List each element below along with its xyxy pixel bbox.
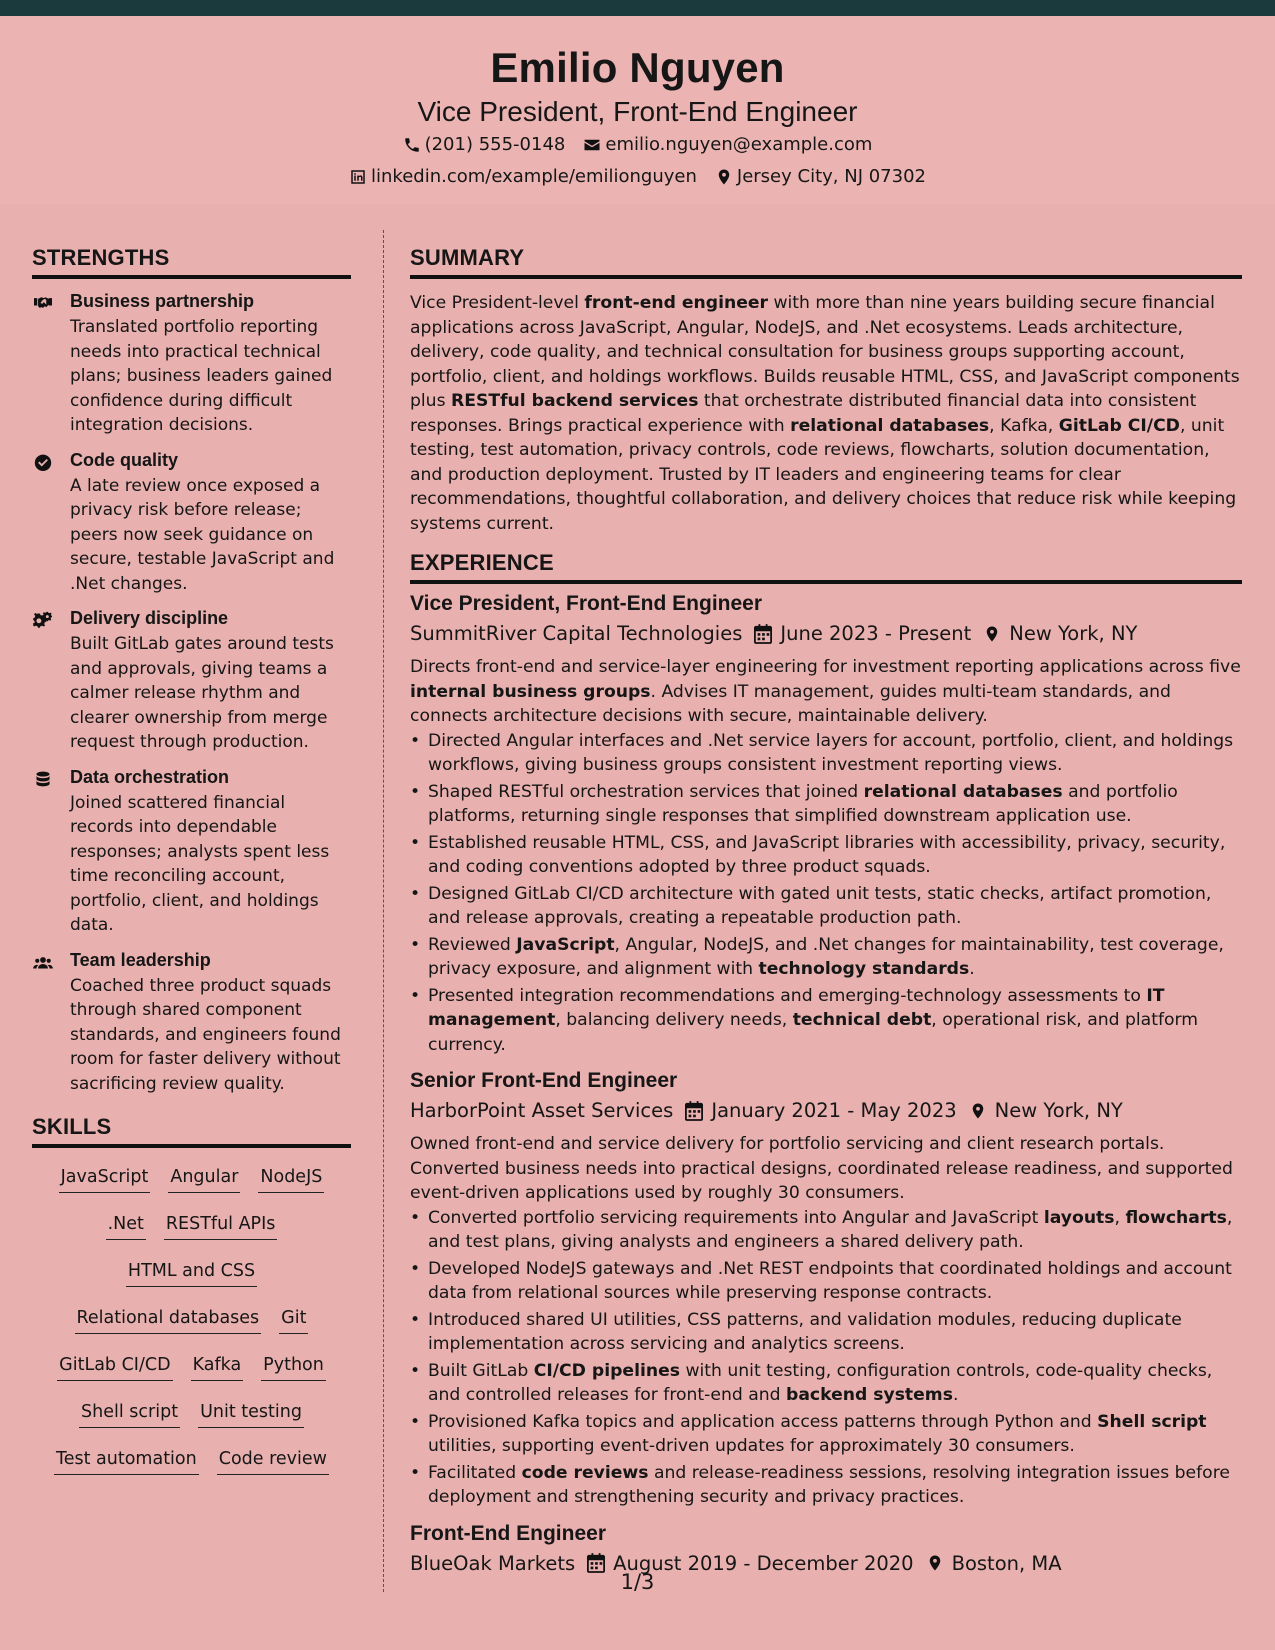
bold-text: relational databases bbox=[863, 781, 1063, 802]
job-dates bbox=[754, 622, 971, 645]
strength-title: Data orchestration bbox=[70, 766, 230, 787]
phone-contact bbox=[403, 134, 566, 155]
bullet-item bbox=[410, 1206, 1242, 1255]
skill-tag: Test automation bbox=[54, 1448, 199, 1475]
text-segment: Reviewed bbox=[428, 934, 517, 955]
strength-description: Built GitLab gates around tests and approvals, giving teams a calmer release rhythm and clearer ownership from merge request through production. bbox=[70, 634, 334, 752]
bullet-item bbox=[410, 882, 1242, 931]
bold-text: backend systems bbox=[786, 1385, 953, 1405]
handshake-icon bbox=[32, 291, 58, 438]
job-title: Senior Front-End Engineer bbox=[410, 1069, 678, 1092]
text-segment: , and test plans, giving analysts and engineers a shared delivery path. bbox=[428, 1207, 1233, 1252]
text-segment: Vice President-level bbox=[410, 293, 585, 313]
location-contact bbox=[715, 166, 926, 187]
bold-text: JavaScript bbox=[516, 934, 615, 955]
contact-line-1 bbox=[0, 134, 1275, 155]
bullet-item bbox=[410, 780, 1242, 829]
text-segment: Introduced shared UI utilities, CSS patterns, and validation modules, reducing duplicate implementation across servicing and analytics screens. bbox=[428, 1309, 1182, 1354]
bullet-item bbox=[410, 1461, 1242, 1510]
strength-body bbox=[70, 767, 351, 938]
job-entry bbox=[410, 1069, 1242, 1510]
text-segment: , unit testing, test automation, privacy controls, code reviews, flowcharts, solution documentation, and production deployment. Trusted by IT leaders and engineering teams for clear recommendations, thoughtful collaboration, and delivery choices that reduce risk while keeping systems current. bbox=[410, 415, 1237, 534]
skill-tag: .Net bbox=[106, 1213, 146, 1240]
skills-section bbox=[32, 1114, 351, 1475]
email-text[interactable]: emilio.nguyen@example.com bbox=[605, 134, 873, 155]
job-location bbox=[983, 622, 1137, 645]
dates-text: January 2021 - May 2023 bbox=[711, 1099, 957, 1122]
text-segment: Provisioned Kafka topics and application access patterns through Python and bbox=[428, 1411, 1098, 1432]
job-entry bbox=[410, 592, 1242, 1057]
left-column bbox=[32, 245, 351, 1475]
location-text: New York, NY bbox=[1009, 622, 1138, 645]
text-segment: , Kafka, bbox=[989, 415, 1059, 436]
job-intro bbox=[410, 1132, 1242, 1206]
map-pin-icon bbox=[983, 624, 1001, 644]
location-text: Jersey City, NJ 07302 bbox=[736, 166, 926, 187]
strength-body bbox=[70, 291, 351, 438]
skill-tag: Python bbox=[261, 1354, 326, 1381]
bold-text: RESTful backend services bbox=[451, 391, 699, 411]
experience-heading: EXPERIENCE bbox=[410, 550, 1242, 584]
text-segment: Directs front-end and service-layer engineering for investment reporting applications across five bbox=[410, 657, 1241, 677]
strength-item bbox=[32, 767, 351, 938]
job-bullets bbox=[410, 1206, 1242, 1510]
job-title: Front-End Engineer bbox=[410, 1521, 606, 1545]
company-name: HarborPoint Asset Services bbox=[410, 1099, 674, 1122]
strength-body bbox=[70, 608, 351, 755]
bullet-item bbox=[410, 1257, 1242, 1306]
bold-text: technical debt bbox=[792, 1010, 932, 1030]
text-segment: and release-readiness sessions, resolving integration issues before deployment and strengthening security and privacy practices. bbox=[428, 1462, 1230, 1507]
bold-text: Shell script bbox=[1097, 1411, 1207, 1432]
summary-text bbox=[410, 291, 1242, 536]
skill-tag: RESTful APIs bbox=[164, 1213, 278, 1240]
bullet-item bbox=[410, 933, 1242, 982]
text-segment: . Advises IT management, guides multi-team standards, and connects architecture decisions with secure, maintainable delivery. bbox=[410, 681, 1171, 726]
text-segment: with unit testing, configuration controls, code-quality checks, and controlled releases for front-end and bbox=[428, 1360, 1213, 1405]
strengths-list bbox=[32, 291, 351, 1096]
text-segment: . bbox=[969, 959, 975, 979]
page-indicator: 1/3 bbox=[620, 1570, 655, 1594]
strength-description: Coached three product squads through shared component standards, and engineers found room for faster delivery without sacrificing review quality. bbox=[70, 975, 341, 1094]
skill-tag: Git bbox=[279, 1307, 308, 1334]
text-segment: , Angular, NodeJS, and .Net changes for maintainability, test coverage, privacy exposure, and alignment with bbox=[428, 934, 1224, 979]
job-location bbox=[969, 1099, 1123, 1122]
strength-description: A late review once exposed a privacy risk before release; peers now seek guidance on secure, testable JavaScript and .Net changes. bbox=[70, 475, 335, 594]
dates-text: August 2019 - December 2020 bbox=[613, 1551, 914, 1575]
text-segment: Developed NodeJS gateways and .Net REST endpoints that coordinated holdings and account data from relational sources while preserving response contracts. bbox=[428, 1258, 1232, 1303]
company-name: SummitRiver Capital Technologies bbox=[410, 622, 743, 645]
skill-tag: Code review bbox=[217, 1448, 329, 1475]
column-divider bbox=[383, 230, 384, 1592]
candidate-title: Vice President, Front-End Engineer bbox=[417, 96, 858, 127]
bold-text: internal business groups bbox=[410, 681, 651, 702]
skill-tag: Angular bbox=[168, 1166, 240, 1193]
strength-title: Delivery discipline bbox=[70, 608, 229, 628]
bold-text: relational databases bbox=[790, 415, 990, 436]
text-segment: , operational risk, and platform currency. bbox=[428, 1010, 1199, 1055]
check-circle-icon bbox=[32, 450, 58, 597]
skill-tag: NodeJS bbox=[258, 1166, 324, 1193]
text-segment: , balancing delivery needs, bbox=[555, 1010, 793, 1030]
text-segment: with more than nine years building secure financial applications across JavaScript, Angular, NodeJS, and .Net ecosystems. Leads architecture, delivery, code quality, and technical consultation for business groups supporting account, portfolio, client, and holdings workflows. Builds reusable HTML, CSS, and JavaScript components plus bbox=[410, 293, 1240, 411]
strength-item bbox=[32, 450, 351, 597]
map-pin-icon bbox=[715, 168, 733, 186]
text-segment: Designed GitLab CI/CD architecture with gated unit tests, static checks, artifact promotion, and release approvals, creating a repeatable production path. bbox=[428, 883, 1212, 928]
phone-text: (201) 555-0148 bbox=[424, 134, 566, 155]
linkedin-icon bbox=[349, 168, 367, 186]
location-text: New York, NY bbox=[994, 1099, 1123, 1122]
skill-tag: Unit testing bbox=[198, 1401, 304, 1428]
phone-icon bbox=[403, 136, 421, 154]
strength-description: Joined scattered financial records into dependable responses; analysts spent less time reconciling account, portfolio, client, and holdings data. bbox=[70, 792, 330, 935]
strength-item bbox=[32, 950, 351, 1097]
skill-tag: GitLab CI/CD bbox=[57, 1354, 172, 1381]
bold-text: flowcharts bbox=[1125, 1207, 1227, 1228]
text-segment: Established reusable HTML, CSS, and JavaScript libraries with accessibility, privacy, security, and coding conventions adopted by three product squads. bbox=[428, 832, 1226, 877]
text-segment: Directed Angular interfaces and .Net service layers for account, portfolio, client, and holdings workflows, giving business groups consistent investment reporting views. bbox=[428, 730, 1234, 775]
skills-heading: SKILLS bbox=[32, 1114, 351, 1148]
skill-tag: Relational databases bbox=[75, 1307, 262, 1334]
text-segment: utilities, supporting event-driven updates for approximately 30 consumers. bbox=[428, 1436, 1075, 1456]
strength-body bbox=[70, 450, 351, 597]
text-segment: . bbox=[952, 1385, 959, 1405]
company-name: BlueOak Markets bbox=[410, 1551, 576, 1575]
skill-tag: JavaScript bbox=[59, 1166, 151, 1193]
skill-tag: Kafka bbox=[191, 1354, 244, 1381]
bullet-item bbox=[410, 1410, 1242, 1459]
candidate-name: Emilio Nguyen bbox=[490, 44, 785, 91]
linkedin-contact[interactable] bbox=[349, 166, 697, 187]
text-segment: Shaped RESTful orchestration services that joined bbox=[428, 781, 864, 802]
text-segment: Facilitated bbox=[428, 1462, 522, 1483]
job-meta bbox=[410, 622, 1242, 645]
calendar-icon bbox=[754, 624, 772, 644]
text-segment: Presented integration recommendations and emerging-technology assessments to bbox=[428, 985, 1147, 1006]
text-segment: Built GitLab bbox=[428, 1360, 534, 1381]
bullet-item bbox=[410, 729, 1242, 778]
job-bullets bbox=[410, 729, 1242, 1058]
strength-title: Team leadership bbox=[70, 949, 211, 970]
bold-text: IT management bbox=[428, 985, 1165, 1030]
strength-item bbox=[32, 291, 351, 438]
experience-list bbox=[410, 592, 1242, 1575]
bullet-item bbox=[410, 984, 1242, 1058]
job-dates bbox=[685, 1099, 956, 1122]
gears-icon bbox=[32, 608, 58, 755]
strength-title: Business partnership bbox=[70, 291, 255, 311]
text-segment: Owned front-end and service delivery for portfolio servicing and client research portals. Converted business needs into practical designs, coordinated release readiness, and supported event-driven applications used by roughly 30 consumers. bbox=[410, 1134, 1233, 1203]
text-segment: Converted portfolio servicing requirements into Angular and JavaScript bbox=[428, 1207, 1044, 1228]
job-meta bbox=[410, 1099, 1242, 1122]
bullet-item bbox=[410, 1308, 1242, 1357]
text-segment: that orchestrate distributed financial data into consistent responses. Brings practical experience with bbox=[410, 391, 1197, 436]
calendar-icon bbox=[685, 1101, 703, 1121]
location-text: Boston, MA bbox=[951, 1551, 1062, 1575]
skill-tag: HTML and CSS bbox=[126, 1260, 257, 1287]
text-segment: , bbox=[1114, 1207, 1126, 1228]
strength-title: Code quality bbox=[70, 449, 179, 470]
job-intro bbox=[410, 655, 1242, 729]
strength-body bbox=[70, 950, 351, 1097]
linkedin-text[interactable]: linkedin.com/example/emilionguyen bbox=[371, 166, 697, 187]
database-icon bbox=[32, 767, 58, 938]
dates-text: June 2023 - Present bbox=[780, 622, 972, 645]
bullet-item bbox=[410, 831, 1242, 880]
email-contact[interactable] bbox=[583, 134, 872, 155]
bold-text: layouts bbox=[1043, 1207, 1115, 1228]
resume-header bbox=[0, 16, 1275, 204]
strength-item bbox=[32, 608, 351, 755]
bold-text: GitLab CI/CD bbox=[1058, 415, 1180, 436]
map-pin-icon bbox=[969, 1101, 987, 1121]
bold-text: front-end engineer bbox=[584, 293, 769, 313]
bold-text: CI/CD pipelines bbox=[533, 1360, 680, 1381]
summary-heading: SUMMARY bbox=[410, 245, 1242, 279]
users-icon bbox=[32, 950, 58, 1097]
right-column bbox=[410, 245, 1242, 1585]
job-title: Vice President, Front-End Engineer bbox=[410, 592, 763, 615]
skill-tag: Shell script bbox=[79, 1401, 180, 1428]
envelope-icon bbox=[583, 136, 601, 154]
job-entry bbox=[410, 1522, 1242, 1575]
strength-description: Translated portfolio reporting needs into practical technical plans; business leaders gained confidence during difficult integration decisions. bbox=[70, 317, 333, 435]
strengths-heading: STRENGTHS bbox=[32, 245, 351, 279]
top-accent-bar bbox=[0, 0, 1275, 16]
bold-text: code reviews bbox=[521, 1462, 649, 1483]
text-segment: and portfolio platforms, returning single responses that simplified downstream application use. bbox=[428, 781, 1178, 826]
skills-list bbox=[32, 1160, 351, 1475]
bullet-item bbox=[410, 1359, 1242, 1408]
bold-text: technology standards bbox=[758, 959, 970, 979]
contact-line-2 bbox=[0, 166, 1275, 187]
